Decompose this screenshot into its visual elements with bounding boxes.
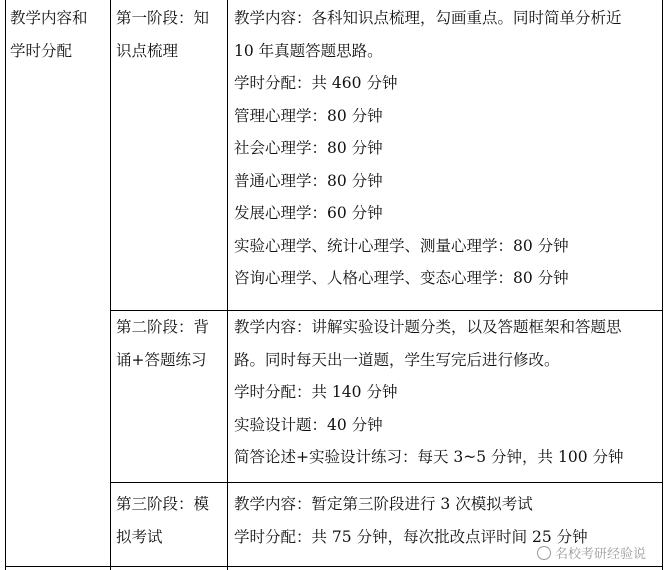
content-line: 学时分配：共 75 分钟，每次批改点评时间 25 分钟 — [234, 527, 588, 546]
category-cell — [10, 2, 88, 67]
content-line: 学时分配：共 460 分钟 — [234, 74, 398, 92]
weibo-icon — [537, 546, 551, 560]
row-divider-2 — [110, 482, 663, 483]
content-line: 教学内容：暂定第三阶段进行 3 次模拟考试 — [234, 495, 533, 513]
stage-2-title-cell — [116, 311, 209, 376]
stage-title-line: 第二阶段：背 — [116, 318, 210, 336]
content-line: 发展心理学：60 分钟 — [234, 204, 383, 222]
content-line: 教学内容：讲解实验设计题分类，以及答题框架和答题思 — [234, 318, 622, 336]
table-divider-col1 — [110, 0, 111, 570]
stage-1-title-cell — [116, 2, 209, 67]
content-line: 简答论述+实验设计练习：每天 3~5 分钟，共 100 分钟 — [234, 448, 624, 466]
watermark — [537, 543, 646, 562]
table-divider-col2 — [227, 0, 228, 570]
table-border-left — [5, 0, 6, 570]
stage-title-line: 识点梳理 — [116, 41, 179, 60]
stage-1-content-cell — [234, 2, 622, 295]
stage-3-title-cell — [116, 488, 209, 553]
stage-title-line: 第一阶段：知 — [116, 9, 210, 27]
content-line: 教学内容：各科知识点梳理，勾画重点。同时简单分析近 — [234, 9, 622, 27]
watermark-text: 名校考研经验说 — [554, 547, 646, 562]
content-line: 学时分配：共 140 分钟 — [234, 383, 398, 401]
stage-title-line: 第三阶段：模 — [116, 495, 210, 513]
content-line: 路。同时每天出一道题，学生写完后进行修改。 — [234, 350, 560, 369]
content-line: 管理心理学：80 分钟 — [234, 106, 383, 125]
table-border-bottom — [5, 566, 663, 567]
content-line: 普通心理学：80 分钟 — [234, 171, 383, 190]
stage-3-content-cell — [234, 488, 588, 553]
stage-2-content-cell — [234, 311, 624, 474]
content-line: 咨询心理学、人格心理学、变态心理学：80 分钟 — [234, 269, 569, 287]
category-line: 学时分配 — [10, 41, 73, 60]
content-line: 实验设计题：40 分钟 — [234, 415, 383, 434]
stage-title-line: 拟考试 — [116, 527, 163, 546]
table-border-right — [662, 0, 663, 570]
content-line: 实验心理学、统计心理学、测量心理学：80 分钟 — [234, 236, 569, 255]
content-line: 社会心理学：80 分钟 — [234, 139, 383, 157]
content-line: 10 年真题答题思路。 — [234, 41, 383, 60]
category-line: 教学内容和 — [10, 9, 88, 27]
stage-title-line: 诵+答题练习 — [116, 350, 207, 369]
